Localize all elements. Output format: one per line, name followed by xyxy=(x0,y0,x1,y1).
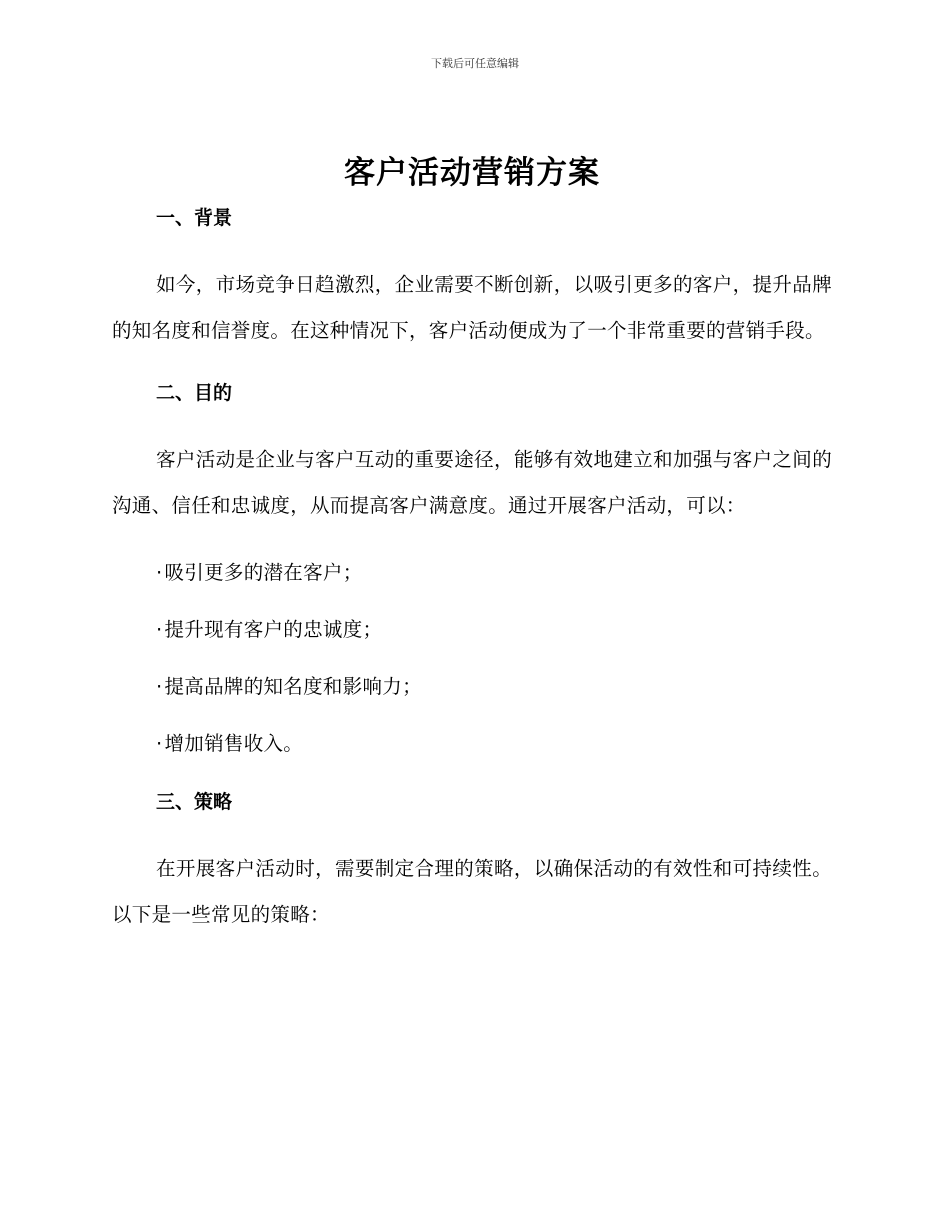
list-item xyxy=(112,616,832,644)
section-paragraph-purpose: 客户活动是企业与客户互动的重要途径，能够有效地建立和加强与客户之间的沟通、信任和忠诚度，从而提高客户满意度。通过开展客户活动，可以： xyxy=(112,448,832,517)
document-body xyxy=(112,150,832,937)
list-item-text: 提高品牌的知名度和影响力； xyxy=(164,675,422,698)
section-heading-background: 一、背景 xyxy=(156,207,233,229)
bullet-icon: · xyxy=(156,732,163,755)
list-item xyxy=(112,673,832,701)
list-item xyxy=(112,559,832,587)
goals-list xyxy=(112,559,832,758)
header-note: 下载后可任意编辑 xyxy=(431,57,519,70)
document-title: 客户活动营销方案 xyxy=(344,155,600,191)
list-item-text: 吸引更多的潜在客户； xyxy=(164,561,363,584)
bullet-icon: · xyxy=(156,618,163,641)
section-paragraph-background: 如今，市场竞争日趋激烈，企业需要不断创新，以吸引更多的客户，提升品牌的知名度和信誉度。在这种情况下，客户活动便成为了一个非常重要的营销手段。 xyxy=(112,273,832,342)
section-heading-purpose: 二、目的 xyxy=(156,382,233,404)
list-item-text: 提升现有客户的忠诚度； xyxy=(164,618,383,641)
bullet-icon: · xyxy=(156,675,163,698)
list-item-text: 增加销售收入。 xyxy=(164,732,304,755)
section-heading-strategy: 三、策略 xyxy=(156,791,233,813)
bullet-icon: · xyxy=(156,561,163,584)
list-item xyxy=(112,730,832,758)
section-paragraph-strategy: 在开展客户活动时，需要制定合理的策略，以确保活动的有效性和可持续性。以下是一些常见的策略： xyxy=(112,857,832,926)
